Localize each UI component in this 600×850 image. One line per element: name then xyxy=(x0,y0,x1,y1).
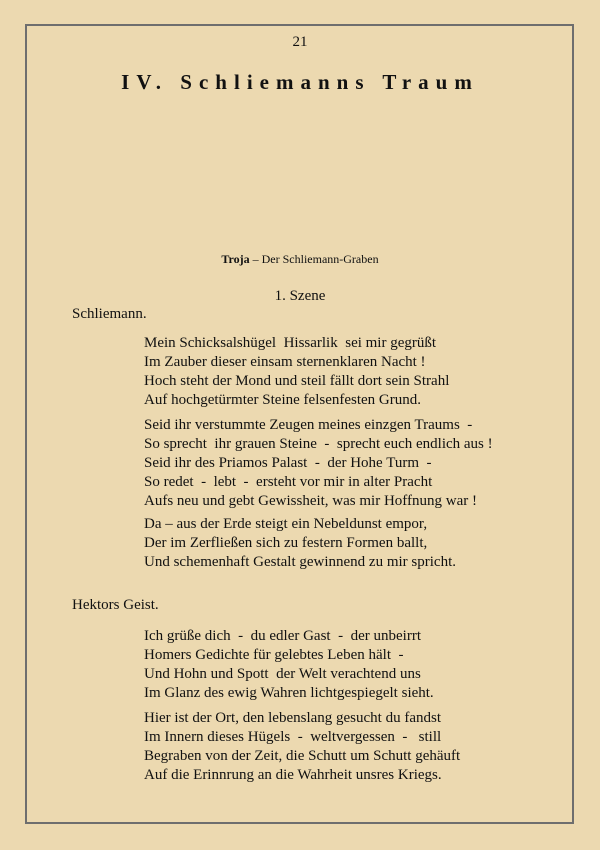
verse-line: Aufs neu und gebt Gewissheit, was mir Hoffnung war ! xyxy=(144,493,477,509)
verse-line: Im Zauber dieser einsam sternenklaren Nacht ! xyxy=(144,354,426,370)
verse-line: So sprecht ihr grauen Steine - sprecht euch endlich aus ! xyxy=(144,436,493,452)
speaker-schliemann: Schliemann. xyxy=(72,306,147,322)
verse-line: Der im Zerfließen sich zu festern Formen ballt, xyxy=(144,535,428,551)
page-title: IV. Schliemanns Traum xyxy=(121,70,479,94)
stanza-2 xyxy=(144,416,493,511)
stanza-3 xyxy=(144,515,456,572)
verse-line: So redet - lebt - ersteht vor mir in alter Pracht xyxy=(144,474,433,490)
verse-line: Homers Gedichte für gelebtes Leben hält - xyxy=(144,647,404,663)
stanza-5 xyxy=(144,709,460,785)
verse-line: Auf die Erinnrung an die Wahrheit unsres Kriegs. xyxy=(144,767,442,783)
verse-line: Da – aus der Erde steigt ein Nebeldunst empor, xyxy=(144,516,428,532)
location-sub: Der Schliemann-Graben xyxy=(261,252,379,266)
stanza-4 xyxy=(144,627,434,703)
speaker-hektor: Hektors Geist. xyxy=(72,597,159,613)
location-separator: – xyxy=(249,252,262,266)
stanza-1 xyxy=(144,334,449,410)
verse-line: Im Glanz des ewig Wahren lichtgespiegelt sieht. xyxy=(144,685,434,701)
verse-line: Auf hochgetürmter Steine felsenfesten Grund. xyxy=(144,392,421,408)
scene-location xyxy=(0,252,600,267)
verse-line: Hoch steht der Mond und steil fällt dort sein Strahl xyxy=(144,373,450,389)
location-place: Troja xyxy=(221,252,250,266)
verse-line: Hier ist der Ort, den lebenslang gesucht du fandst xyxy=(144,710,442,726)
verse-line: Und schemenhaft Gestalt gewinnend zu mir spricht. xyxy=(144,554,456,570)
verse-line: Und Hohn und Spott der Welt verachtend uns xyxy=(144,666,421,682)
verse-line: Seid ihr verstummte Zeugen meines einzgen Traums - xyxy=(144,417,473,433)
verse-line: Seid ihr des Priamos Palast - der Hohe Turm - xyxy=(144,455,432,471)
scene-number: 1. Szene xyxy=(274,288,326,304)
verse-line: Mein Schicksalshügel Hissarlik sei mir gegrüßt xyxy=(144,335,437,351)
verse-line: Im Innern dieses Hügels - weltvergessen - still xyxy=(144,729,442,745)
verse-line: Ich grüße dich - du edler Gast - der unbeirrt xyxy=(144,628,421,644)
page-number: 21 xyxy=(292,34,308,50)
verse-line: Begraben von der Zeit, die Schutt um Schutt gehäuft xyxy=(144,748,461,764)
